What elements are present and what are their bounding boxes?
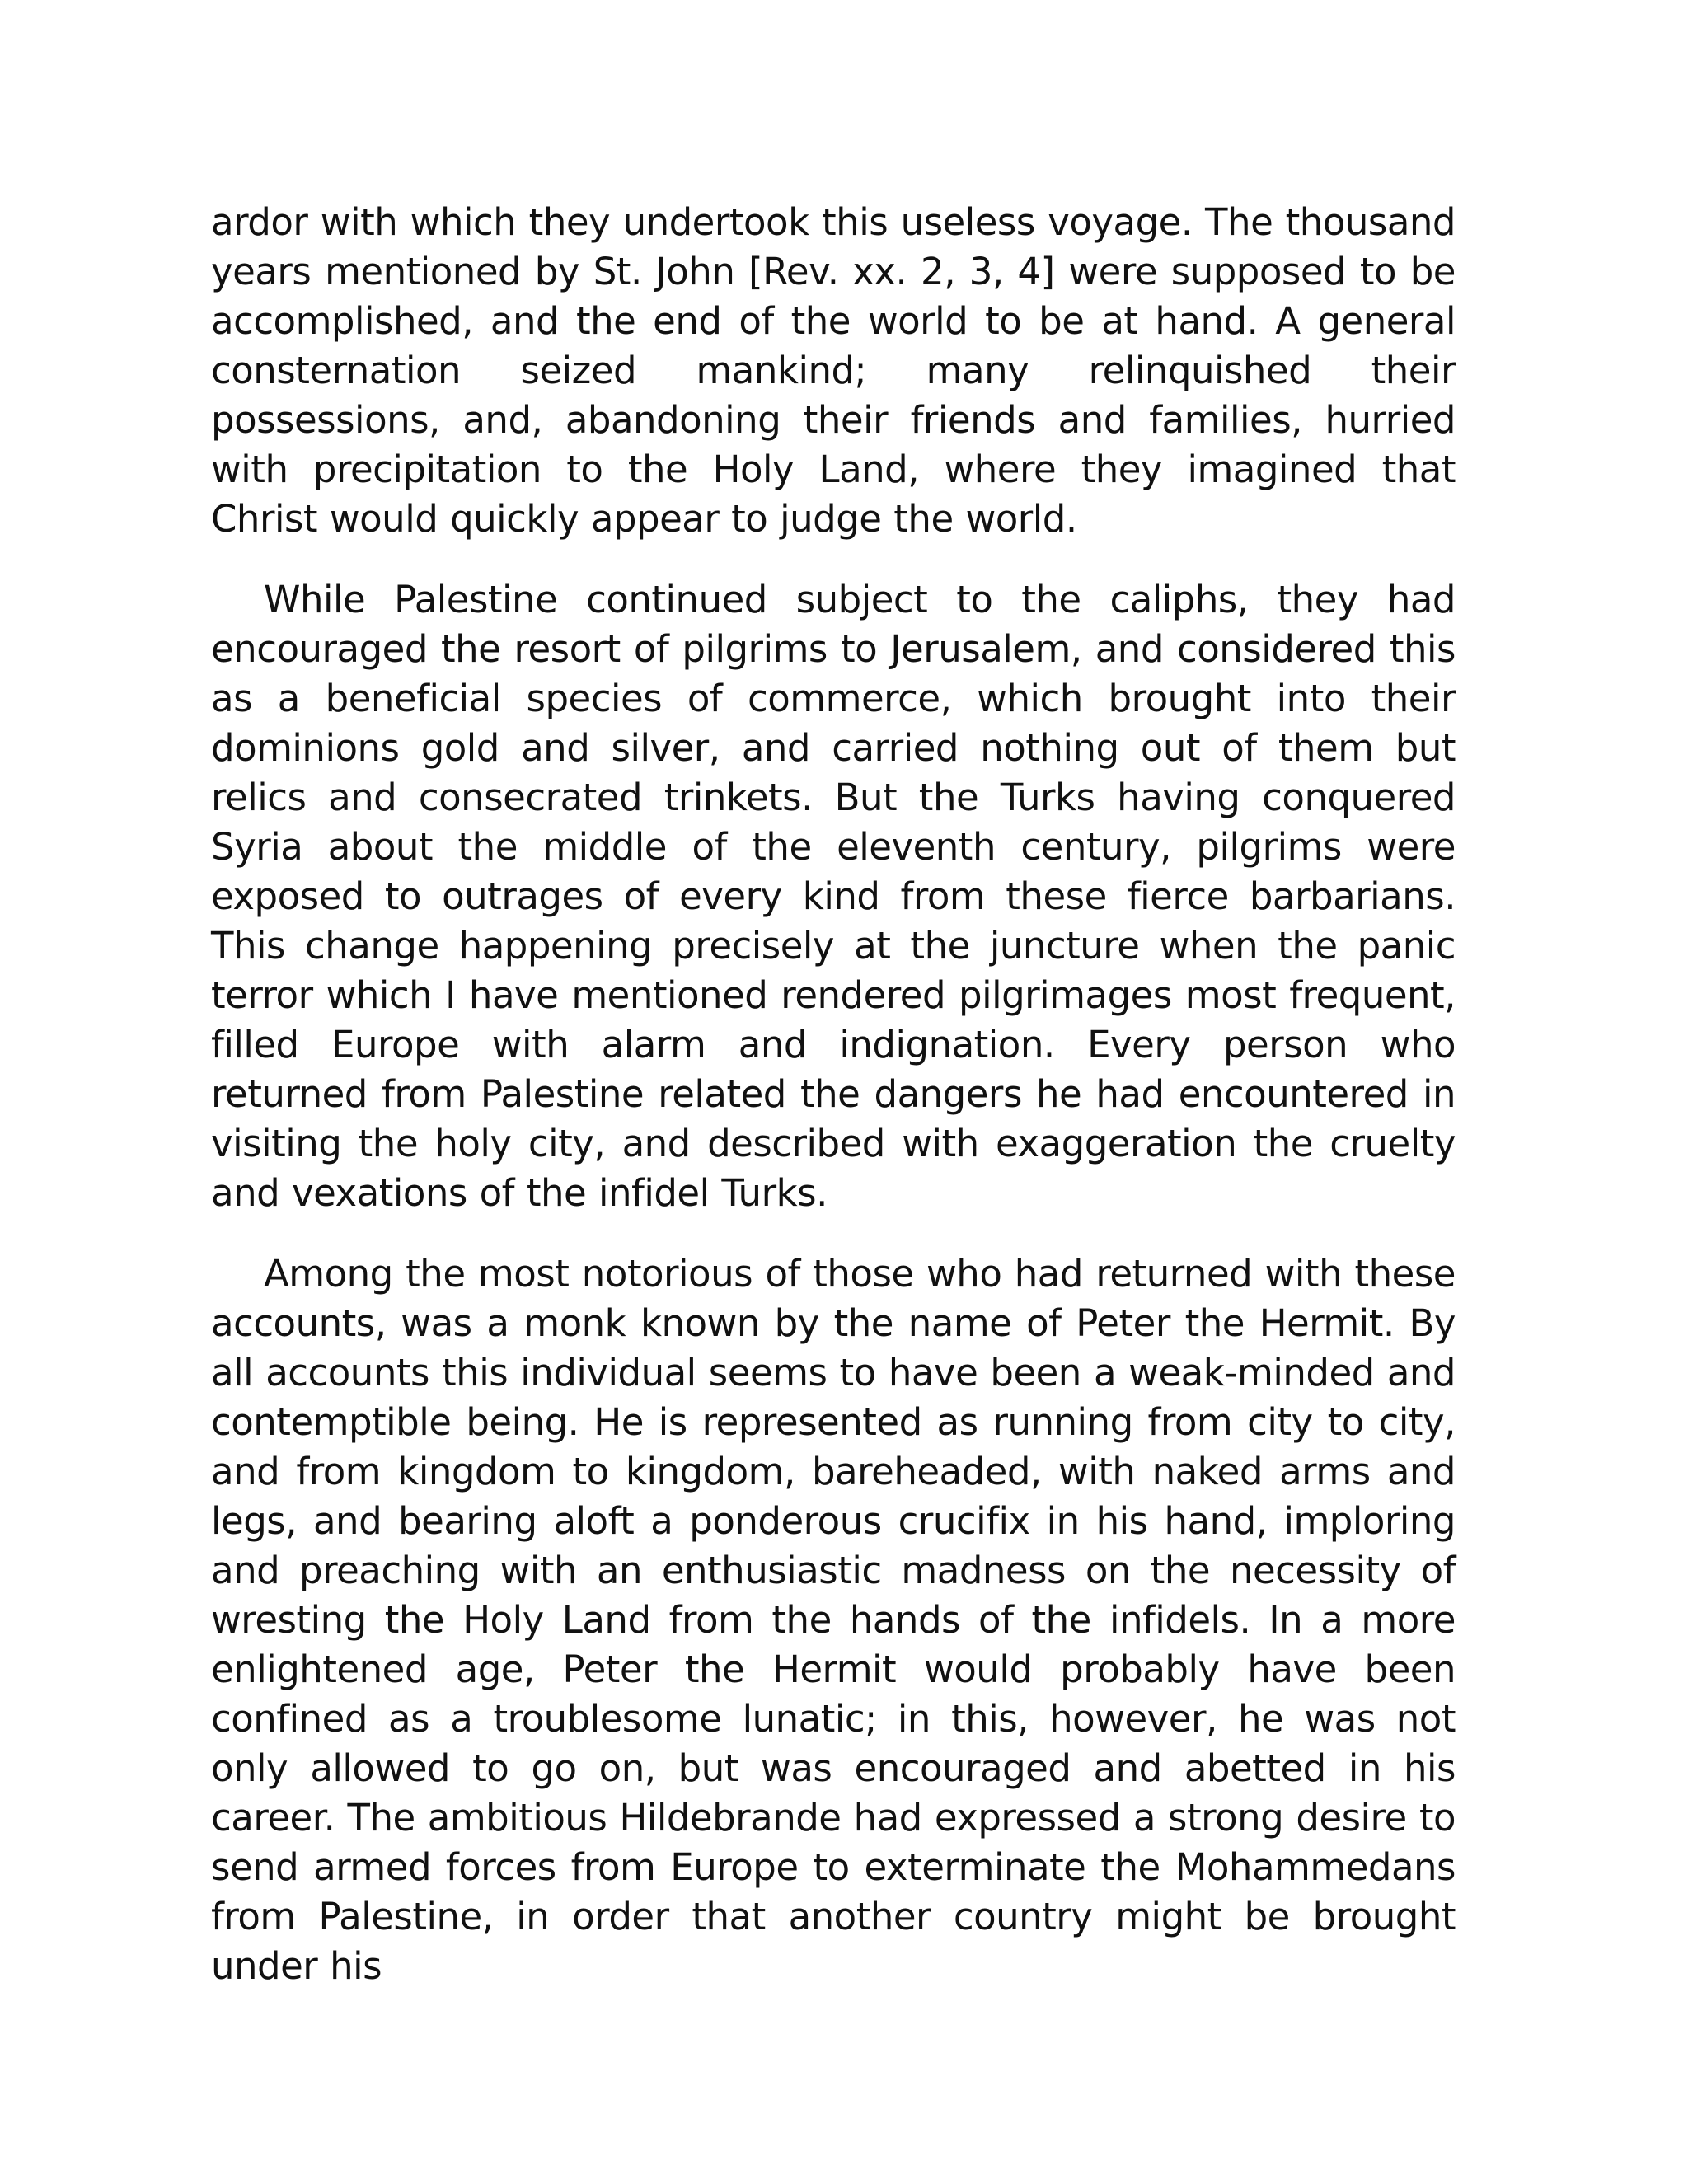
body-text [211, 198, 1456, 1991]
paragraph-2: While Palestine continued subject to the caliphs, they had encouraged the resort of pilgrims to Jerusalem, and considered this as a beneficial species of commerce, which brought into their dominions gold and silver, and carried nothing out of them but relics and consecrated trinkets. But the Turks having conquered Syria about the middle of the eleventh century, pilgrims were exposed to outrages of every kind from these fierce barbarians. This change happening precisely at the juncture when the panic terror which I have mentioned rendered pilgrimages most frequent, filled Europe with alarm and indignation. Every person who returned from Palestine related the dangers he had encountered in visiting the holy city, and described with exaggeration the cruelty and vexations of the infidel Turks. [211, 578, 1456, 1215]
paragraph-1: ardor with which they undertook this useless voyage. The thousand years mentioned by St. John [Rev. xx. 2, 3, 4] were supposed to be accomplished, and the end of the world to be at hand. A general consternation seized mankind; many relinquished their possessions, and, abandoning their friends and families, hurried with precipitation to the Holy Land, where they imagined that Christ would quickly appear to judge the world. [211, 200, 1456, 541]
paragraph-3: Among the most notorious of those who had returned with these accounts, was a monk known by the name of Peter the Hermit. By all accounts this individual seems to have been a weak-minded and contemptible being. He is represented as running from city to city, and from kingdom to kingdom, bareheaded, with naked arms and legs, and bearing aloft a ponderous crucifix in his hand, imploring and preaching with an enthusiastic madness on the necessity of wresting the Holy Land from the hands of the infidels. In a more enlightened age, Peter the Hermit would probably have been confined as a troublesome lunatic; in this, however, he was not only allowed to go on, but was encouraged and abetted in his career. The ambitious Hildebrande had expressed a strong desire to send armed forces from Europe to exterminate the Mohammedans from Palestine, in order that another country might be brought under his [211, 1252, 1456, 1988]
